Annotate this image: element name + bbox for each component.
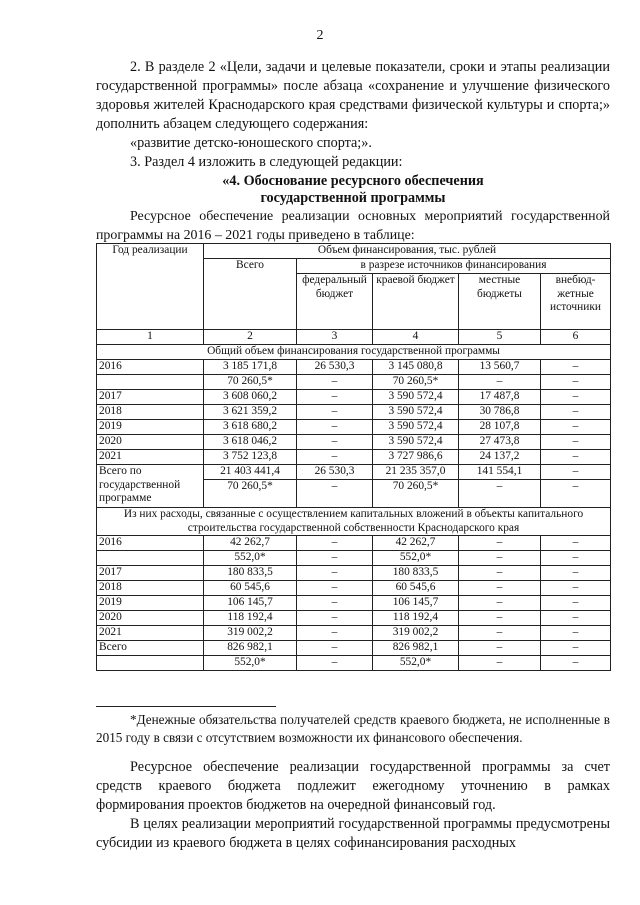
- value-cell: 27 473,8: [459, 435, 541, 450]
- column-numbers-row: 1 2 3 4 5 6: [97, 330, 611, 345]
- header-regional: краевой бюджет: [373, 274, 459, 330]
- value-cell: –: [541, 626, 611, 641]
- table-row: [97, 360, 611, 375]
- row-year-cell: 2020: [97, 435, 204, 450]
- paragraph-section4: 3. Раздел 4 изложить в следующей редакции:: [130, 154, 403, 170]
- value-cell: 3 145 080,8: [373, 360, 459, 375]
- value-cell: 60 545,6: [373, 581, 459, 596]
- row-year-cell: 2016: [97, 360, 204, 375]
- value-cell: 17 487,8: [459, 390, 541, 405]
- value-cell: –: [459, 596, 541, 611]
- value-cell: –: [541, 611, 611, 626]
- value-cell: –: [459, 641, 541, 656]
- value-cell: –: [541, 581, 611, 596]
- value-cell: –: [541, 360, 611, 375]
- value-cell: –: [459, 656, 541, 671]
- value-cell: 3 590 572,4: [373, 405, 459, 420]
- value-cell: –: [541, 536, 611, 551]
- value-cell: 3 608 060,2: [204, 390, 297, 405]
- value-cell: –: [459, 536, 541, 551]
- value-cell: –: [541, 420, 611, 435]
- value-cell: 42 262,7: [204, 536, 297, 551]
- value-cell: 3 618 680,2: [204, 420, 297, 435]
- value-cell: 3 590 572,4: [373, 435, 459, 450]
- table-row: [97, 435, 611, 450]
- table-row: [97, 551, 611, 566]
- table-row: [97, 566, 611, 581]
- total1-row-star: 70 260,5* – 70 260,5* – –: [97, 480, 611, 508]
- table-row: [97, 641, 611, 656]
- row-year-cell: 2018: [97, 405, 204, 420]
- value-cell: –: [297, 375, 373, 390]
- value-cell: 42 262,7: [373, 536, 459, 551]
- value-cell: 552,0*: [204, 551, 297, 566]
- value-cell: 3 590 572,4: [373, 420, 459, 435]
- value-cell: 26 530,3: [297, 360, 373, 375]
- value-cell: –: [541, 656, 611, 671]
- row-year-cell: 2017: [97, 566, 204, 581]
- value-cell: –: [297, 641, 373, 656]
- table-row: [97, 536, 611, 551]
- value-cell: 3 590 572,4: [373, 390, 459, 405]
- value-cell: 552,0*: [204, 656, 297, 671]
- table-row: [97, 626, 611, 641]
- header-extra: внебюджетные источники: [541, 274, 611, 330]
- value-cell: 24 137,2: [459, 450, 541, 465]
- header-by-source: в разрезе источников финансирования: [297, 259, 611, 274]
- value-cell: –: [459, 375, 541, 390]
- value-cell: –: [297, 405, 373, 420]
- value-cell: 826 982,1: [373, 641, 459, 656]
- value-cell: –: [297, 656, 373, 671]
- row-year-cell: 2017: [97, 390, 204, 405]
- table-intro: Ресурсное обеспечение реализации основных мероприятий государственной программы на 2016 – 2021 годы приведено в таблице:: [96, 209, 610, 243]
- financing-table: [96, 243, 611, 671]
- value-cell: –: [297, 536, 373, 551]
- value-cell: –: [297, 450, 373, 465]
- value-cell: 826 982,1: [204, 641, 297, 656]
- header-local: местные бюджеты: [459, 274, 541, 330]
- value-cell: –: [459, 626, 541, 641]
- row-year-cell: 2016: [97, 536, 204, 551]
- header-volume: Объем финансирования, тыс. рублей: [204, 244, 611, 259]
- value-cell: –: [459, 581, 541, 596]
- table-row: [97, 390, 611, 405]
- value-cell: –: [297, 596, 373, 611]
- section2-rows: [97, 536, 611, 671]
- value-cell: –: [541, 435, 611, 450]
- value-cell: 70 260,5*: [373, 375, 459, 390]
- table-row: [97, 420, 611, 435]
- header-total: Всего: [204, 259, 297, 330]
- value-cell: –: [459, 611, 541, 626]
- section1-title: Общий объем финансирования государственной программы: [97, 345, 611, 360]
- footnote-divider: [96, 706, 276, 707]
- value-cell: 28 107,8: [459, 420, 541, 435]
- value-cell: 180 833,5: [204, 566, 297, 581]
- value-cell: 118 192,4: [204, 611, 297, 626]
- row-year-cell: 2021: [97, 450, 204, 465]
- value-cell: 3 621 359,2: [204, 405, 297, 420]
- value-cell: –: [541, 450, 611, 465]
- value-cell: –: [459, 566, 541, 581]
- value-cell: 3 618 046,2: [204, 435, 297, 450]
- value-cell: –: [541, 375, 611, 390]
- value-cell: 3 727 986,6: [373, 450, 459, 465]
- table-row: [97, 450, 611, 465]
- row-year-cell: 2021: [97, 626, 204, 641]
- value-cell: –: [297, 390, 373, 405]
- section-heading-line1: «4. Обоснование ресурсного обеспечения: [222, 173, 484, 189]
- value-cell: –: [541, 641, 611, 656]
- value-cell: –: [297, 435, 373, 450]
- value-cell: 552,0*: [373, 551, 459, 566]
- value-cell: –: [297, 581, 373, 596]
- paragraph-new-item: «развитие детско-юношеского спорта;».: [130, 135, 372, 151]
- table-row: [97, 656, 611, 671]
- row-year-cell: [97, 375, 204, 390]
- value-cell: 70 260,5*: [204, 375, 297, 390]
- value-cell: 552,0*: [373, 656, 459, 671]
- row-year-cell: 2019: [97, 596, 204, 611]
- section2-title: Из них расходы, связанные с осуществлением капитальных вложений в объекты капитального строительства государственной собственности Краснодарского края: [97, 508, 611, 536]
- value-cell: 180 833,5: [373, 566, 459, 581]
- value-cell: –: [541, 405, 611, 420]
- value-cell: 60 545,6: [204, 581, 297, 596]
- value-cell: 106 145,7: [373, 596, 459, 611]
- value-cell: –: [297, 626, 373, 641]
- paragraph-subsidies: В целях реализации мероприятий государственной программы предусмотрены субсидии из краевого бюджета в целях софинансирования расходных: [96, 816, 610, 851]
- value-cell: –: [541, 390, 611, 405]
- table-row: [97, 611, 611, 626]
- value-cell: 319 002,2: [204, 626, 297, 641]
- table-row: [97, 596, 611, 611]
- page-number: 2: [316, 28, 324, 43]
- header-year: Год реализации: [97, 244, 204, 330]
- row-year-cell: 2018: [97, 581, 204, 596]
- value-cell: 3 752 123,8: [204, 450, 297, 465]
- section-heading-line2: государственной программы: [260, 190, 446, 206]
- table-row: [97, 581, 611, 596]
- row-year-cell: 2020: [97, 611, 204, 626]
- footnote: *Денежные обязательства получателей средств краевого бюджета, не исполненные в 2015 году в связи с отсутствием возможности их финансового обеспечения.: [96, 712, 610, 745]
- table-row: [97, 375, 611, 390]
- total1-row-main: Всего по государственной программе 21 403 441,4 26 530,3 21 235 357,0 141 554,1 –: [97, 465, 611, 480]
- value-cell: –: [297, 566, 373, 581]
- paragraph-budget-update: Ресурсное обеспечение реализации государственной программы за счет средств краевого бюджета подлежит ежегодному уточнению в рамках формирования проектов бюджетов на очередной финансовый год.: [96, 759, 610, 813]
- value-cell: –: [541, 596, 611, 611]
- table-row: [97, 405, 611, 420]
- value-cell: 30 786,8: [459, 405, 541, 420]
- total1-label: Всего по государственной программе: [97, 465, 204, 508]
- row-year-cell: [97, 656, 204, 671]
- value-cell: –: [541, 551, 611, 566]
- section1-rows: [97, 360, 611, 465]
- value-cell: 319 002,2: [373, 626, 459, 641]
- value-cell: –: [297, 551, 373, 566]
- value-cell: 13 560,7: [459, 360, 541, 375]
- row-year-cell: [97, 551, 204, 566]
- value-cell: 118 192,4: [373, 611, 459, 626]
- row-year-cell: Всего: [97, 641, 204, 656]
- value-cell: –: [297, 420, 373, 435]
- row-year-cell: 2019: [97, 420, 204, 435]
- value-cell: –: [459, 551, 541, 566]
- header-federal: федеральный бюджет: [297, 274, 373, 330]
- value-cell: –: [541, 566, 611, 581]
- value-cell: 3 185 171,8: [204, 360, 297, 375]
- value-cell: –: [297, 611, 373, 626]
- value-cell: 106 145,7: [204, 596, 297, 611]
- paragraph-section2-amendment: 2. В разделе 2 «Цели, задачи и целевые показатели, сроки и этапы реализации государственной программы» после абзаца «сохранение и улучшение физического здоровья жителей Краснодарского края средствами физической культуры и спорта;» дополнить абзацем следующего содержания:: [96, 59, 610, 132]
